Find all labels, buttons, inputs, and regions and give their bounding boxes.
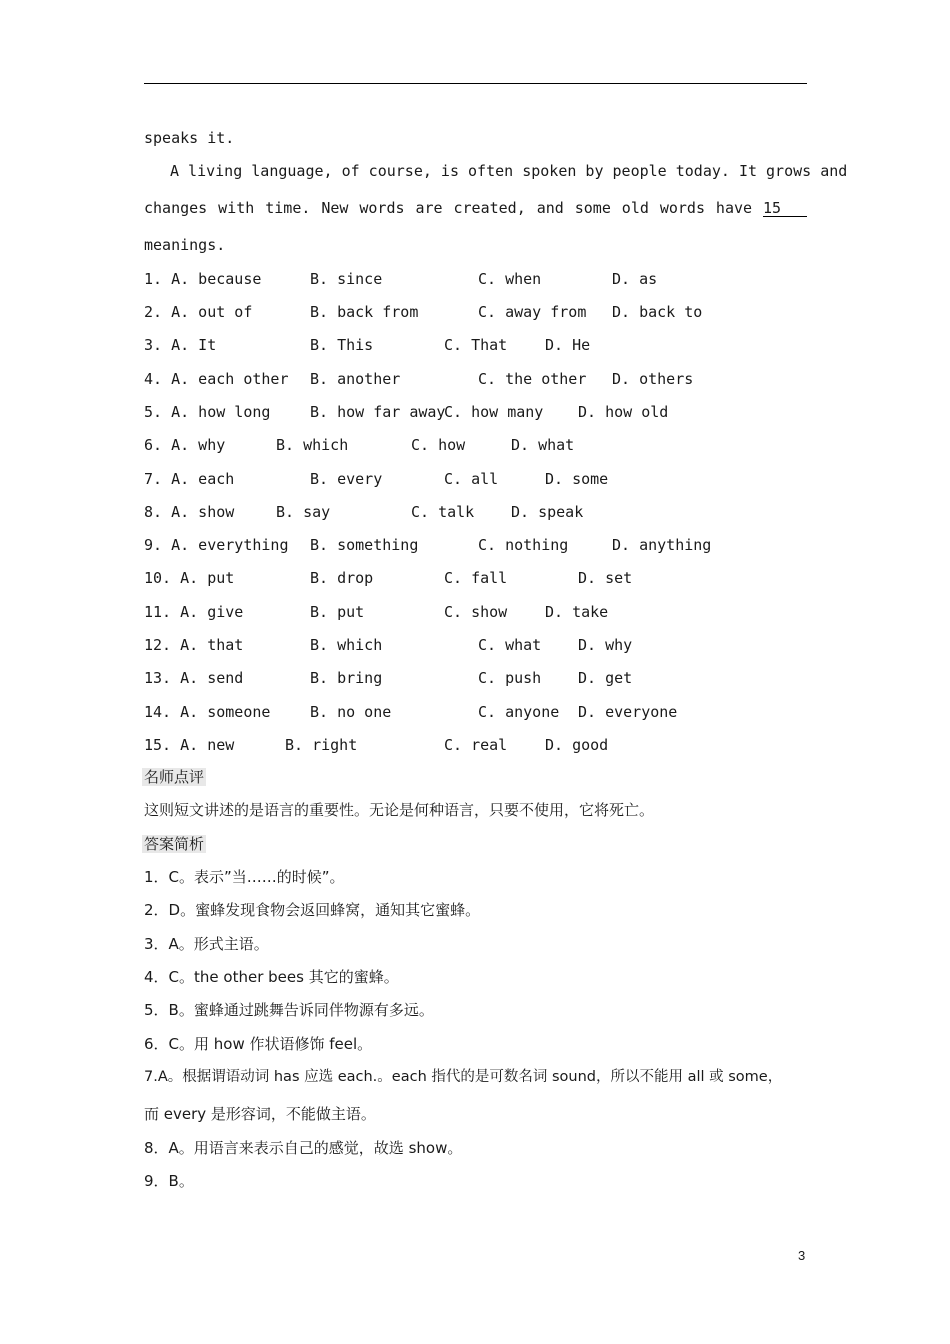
option-c: C. anyone: [478, 703, 560, 721]
option-c: C. how: [411, 436, 466, 454]
option-b: B. every: [310, 470, 383, 488]
answer-line: 8．A。用语言来表示自己的感觉，故选 show。: [144, 1139, 463, 1157]
option-b: B. back from: [310, 303, 419, 321]
answer-line: 6．C。用 how 作状语修饰 feel。: [144, 1035, 373, 1053]
option-d: D. set: [578, 569, 633, 587]
option-c: C. the other: [478, 370, 587, 388]
question-number-and-option-a: 2. A. out of: [144, 303, 253, 321]
passage-line: speaks it.: [144, 129, 235, 147]
question-number-and-option-a: 11. A. give: [144, 603, 244, 621]
question-number-and-option-a: 7. A. each: [144, 470, 235, 488]
option-b: B. since: [310, 270, 383, 288]
question-number-and-option-a: 1. A. because: [144, 270, 262, 288]
option-c: C. nothing: [478, 536, 569, 554]
passage-line: [144, 198, 807, 218]
comment-heading-text: 名师点评: [144, 768, 205, 786]
option-c: C. how many: [444, 403, 544, 421]
question-number-and-option-a: 15. A. new: [144, 736, 235, 754]
option-c: C. fall: [444, 569, 508, 587]
option-d: D. good: [545, 736, 609, 754]
answers-heading: [144, 834, 206, 854]
answer-line: 3．A。形式主语。: [144, 935, 269, 953]
option-c: C. what: [478, 636, 542, 654]
answer-line: 9．B。: [144, 1172, 194, 1190]
question-number-and-option-a: 9. A. everything: [144, 536, 289, 554]
question-number-and-option-a: 13. A. send: [144, 669, 244, 687]
question-number-and-option-a: 3. A. It: [144, 336, 217, 354]
option-d: D. anything: [612, 536, 712, 554]
option-b: B. another: [310, 370, 401, 388]
option-b: B. say: [276, 503, 331, 521]
question-number-and-option-a: 12. A. that: [144, 636, 244, 654]
option-d: D. He: [545, 336, 591, 354]
option-d: D. others: [612, 370, 694, 388]
answer-line: 4．C。the other bees 其它的蜜蜂。: [144, 968, 399, 986]
answer-line: 5．B。蜜蜂通过跳舞告诉同伴物源有多远。: [144, 1001, 434, 1019]
answer-line: 1．C。表示”当……的时候”。: [144, 868, 345, 886]
option-b: B. which: [276, 436, 349, 454]
blank-15: 15: [763, 200, 807, 217]
option-d: D. some: [545, 470, 609, 488]
option-c: C. away from: [478, 303, 587, 321]
passage-line: meanings.: [144, 236, 226, 254]
answer-line: 7.A。根据谓语动词 has 应选 each.。each 指代的是可数名词 sound，所以不能用 all 或 some，: [144, 1069, 783, 1085]
option-b: B. how far away: [310, 403, 446, 421]
answer-line: 而 every 是形容词，不能做主语。: [144, 1105, 376, 1123]
option-c: C. when: [478, 270, 542, 288]
option-d: D. as: [612, 270, 658, 288]
option-d: D. get: [578, 669, 633, 687]
question-number-and-option-a: 10. A. put: [144, 569, 235, 587]
option-d: D. take: [545, 603, 609, 621]
option-d: D. back to: [612, 303, 703, 321]
option-d: D. what: [511, 436, 575, 454]
option-c: C. show: [444, 603, 508, 621]
option-c: C. talk: [411, 503, 475, 521]
question-number-and-option-a: 14. A. someone: [144, 703, 271, 721]
option-b: B. drop: [310, 569, 374, 587]
option-c: C. push: [478, 669, 542, 687]
option-c: C. all: [444, 470, 499, 488]
option-c: C. real: [444, 736, 508, 754]
question-number-and-option-a: 4. A. each other: [144, 370, 289, 388]
passage-text: changes with time. New words are created, and some old words have: [144, 199, 753, 217]
comment-heading: [144, 767, 206, 787]
option-d: D. why: [578, 636, 633, 654]
option-b: B. put: [310, 603, 365, 621]
answer-line: 2．D。蜜蜂发现食物会返回蜂窝，通知其它蜜蜂。: [144, 901, 481, 919]
passage-line: A living language, of course, is often spoken by people today. It grows and: [170, 162, 848, 180]
option-b: B. This: [310, 336, 374, 354]
option-b: B. something: [310, 536, 419, 554]
option-b: B. right: [285, 736, 358, 754]
question-number-and-option-a: 8. A. show: [144, 503, 235, 521]
question-number-and-option-a: 6. A. why: [144, 436, 226, 454]
header-rule: [144, 83, 807, 84]
option-b: B. bring: [310, 669, 383, 687]
option-d: D. speak: [511, 503, 584, 521]
option-d: D. everyone: [578, 703, 678, 721]
option-b: B. which: [310, 636, 383, 654]
option-b: B. no one: [310, 703, 392, 721]
option-d: D. how old: [578, 403, 669, 421]
option-c: C. That: [444, 336, 508, 354]
question-number-and-option-a: 5. A. how long: [144, 403, 271, 421]
comment-text: 这则短文讲述的是语言的重要性。无论是何种语言，只要不使用，它将死亡。: [144, 801, 655, 819]
page-number: 3: [798, 1248, 806, 1263]
answers-heading-text: 答案简析: [144, 835, 205, 853]
